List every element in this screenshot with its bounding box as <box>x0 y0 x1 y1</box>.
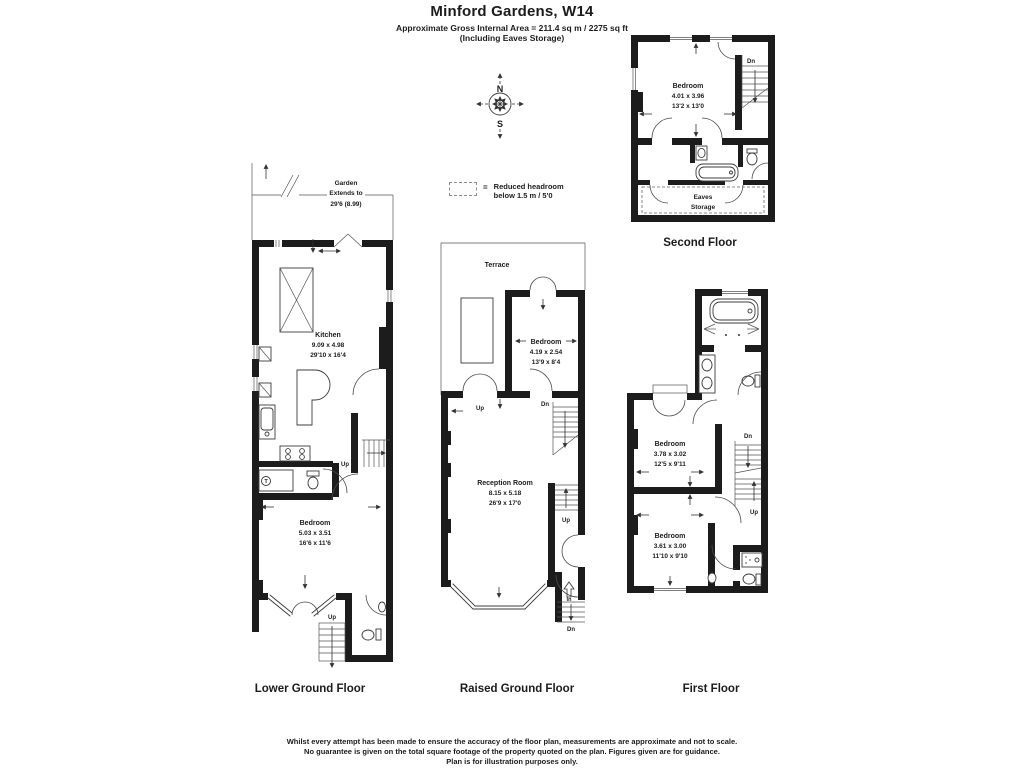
second-bedroom-label: Bedroom <box>672 83 704 90</box>
rgf-walls <box>441 290 585 622</box>
rgf-stairs-up-label: Up <box>562 518 570 524</box>
second-stairs <box>742 55 768 108</box>
toilet-icon <box>742 375 760 387</box>
legend-equals: = <box>483 183 488 192</box>
basin-icon <box>379 602 386 612</box>
second-dim-arrows <box>640 44 736 136</box>
reception-imperial: 26'9 x 17'0 <box>488 500 522 507</box>
eaves-label-1: Eaves <box>693 194 713 201</box>
ff-bedroom1-metric: 3.78 x 3.02 <box>653 451 687 458</box>
ff-bedroom1-label: Bedroom <box>654 441 686 448</box>
second-bedroom-metric: 4.01 x 3.96 <box>671 93 705 100</box>
ff-stairs-dn-label: Dn <box>744 434 752 440</box>
legend-line1: Reduced headroom <box>493 182 564 191</box>
floor-plan-second <box>630 30 778 232</box>
lgf-bedroom-imperial: 16'6 x 11'6 <box>299 540 331 547</box>
subtitle-eaves-note: (Including Eaves Storage) <box>459 33 565 43</box>
rgf-bedroom-metric: 4.19 x 2.54 <box>529 349 563 356</box>
rgf-stairs-up <box>555 485 578 510</box>
lgf-bay-window <box>268 595 336 616</box>
compass-north-label: N <box>496 84 504 94</box>
thermostat-label: T <box>264 479 268 485</box>
first-floor-label: First Floor <box>682 683 740 695</box>
lgf-bedroom-label: Bedroom <box>299 520 331 527</box>
terrace-rooflight <box>461 298 493 363</box>
disclaimer-line2: No guarantee is given on the total square footage of the property quoted on the plan. Figures given are for guidance. <box>304 747 720 756</box>
second-windows <box>631 35 743 185</box>
terrace-label: Terrace <box>484 262 510 269</box>
page-title: Minford Gardens, W14 <box>430 3 594 20</box>
basin-icon <box>696 146 707 160</box>
reception-label: Reception Room <box>477 480 533 487</box>
sink-icon <box>259 405 275 439</box>
lgf-steps-up-label: Up <box>328 615 336 621</box>
ff-bedroom2-imperial: 11'10 x 9'10 <box>652 553 688 560</box>
garden-label-2: Extends to <box>329 190 363 197</box>
reduced-headroom-legend <box>449 182 564 200</box>
second-floor-label: Second Floor <box>663 237 737 249</box>
balcony <box>653 385 687 393</box>
rgf-door-gaps <box>463 290 585 567</box>
rgf-bedroom-imperial: 13'9 x 8'4 <box>531 359 561 366</box>
bathtub-icon <box>696 164 738 181</box>
shower-spray-icon <box>704 324 759 336</box>
lgf-bedroom-metric: 5.03 x 3.51 <box>298 530 332 537</box>
reduced-headroom-swatch <box>449 182 477 196</box>
second-bathroom-fixtures <box>696 146 757 181</box>
disclaimer-line1: Whilst every attempt has been made to ensure the accuracy of the floor plan, measurements are approximate and not to scale. <box>286 737 738 746</box>
ff-stairs-up-label: Up <box>750 510 758 516</box>
shower-tray-icon <box>742 553 762 567</box>
kitchen-fixtures <box>259 347 330 461</box>
floor-plan-first <box>618 283 790 620</box>
toilet-icon <box>307 471 319 476</box>
toilet-icon <box>747 149 757 165</box>
lgf-windows <box>252 240 393 391</box>
legend-text <box>494 182 564 200</box>
floor-plan-lower-ground <box>235 155 400 672</box>
rgf-stairs-dn-label: Dn <box>541 402 549 408</box>
subtitle-area: Approximate Gross Internal Area = 211.4 sq m / 2275 sq ft <box>396 23 628 33</box>
bathtub-icon <box>710 299 758 323</box>
compass-south-label: S <box>496 119 504 129</box>
lgf-walls <box>252 240 393 662</box>
lower-ground-floor-label: Lower Ground Floor <box>254 683 366 695</box>
garden-label-1: Garden <box>334 180 358 187</box>
reception-metric: 8.15 x 5.18 <box>488 490 522 497</box>
kitchen-label: Kitchen <box>315 332 341 339</box>
garden-outline <box>252 163 393 240</box>
hob-icon <box>280 446 310 461</box>
raised-ground-floor-label: Raised Ground Floor <box>459 683 575 695</box>
compass-rose-icon <box>468 66 532 142</box>
entrance-in-label: In <box>566 597 572 603</box>
rgf-steps-dn-label: Dn <box>567 627 575 633</box>
lgf-wc <box>259 470 319 491</box>
rooflight <box>280 268 313 332</box>
second-stairs-dn-label: Dn <box>747 59 755 65</box>
garden-label-3: 29'6 (8.99) <box>330 201 362 208</box>
double-basin-icon <box>699 355 715 393</box>
toilet-icon <box>743 574 761 585</box>
kitchen-metric: 9.09 x 4.98 <box>311 342 345 349</box>
terrace-outline <box>441 243 585 395</box>
kitchen-imperial: 29'10 x 16'4 <box>310 352 346 359</box>
lgf-external-steps <box>319 623 345 667</box>
ff-walls <box>627 289 768 593</box>
lgf-stairs <box>362 440 390 467</box>
floor-plan-raised-ground <box>430 235 610 672</box>
basin-icon <box>708 573 716 583</box>
kitchen-island <box>297 370 330 425</box>
compass-star <box>493 97 507 111</box>
legend-line2: below 1.5 m / 5'0 <box>493 191 553 200</box>
ff-stairs <box>735 441 761 506</box>
toilet-icon <box>362 630 374 640</box>
lgf-annex-wc <box>362 602 386 640</box>
eaves-label-2: Storage <box>690 204 716 211</box>
lgf-stairs-up-label: Up <box>341 462 349 468</box>
second-bedroom-imperial: 13'2 x 13'0 <box>671 103 705 110</box>
rgf-terrace-up-label: Up <box>476 406 484 412</box>
rgf-stairs-dn <box>553 402 578 455</box>
ff-bedroom2-label: Bedroom <box>654 533 686 540</box>
ff-bedroom1-imperial: 12'5 x 9'11 <box>654 461 686 468</box>
disclaimer-line3: Plan is for illustration purposes only. <box>446 757 578 766</box>
rgf-bedroom-label: Bedroom <box>530 339 562 346</box>
ff-bedroom2-metric: 3.61 x 3.00 <box>653 543 687 550</box>
